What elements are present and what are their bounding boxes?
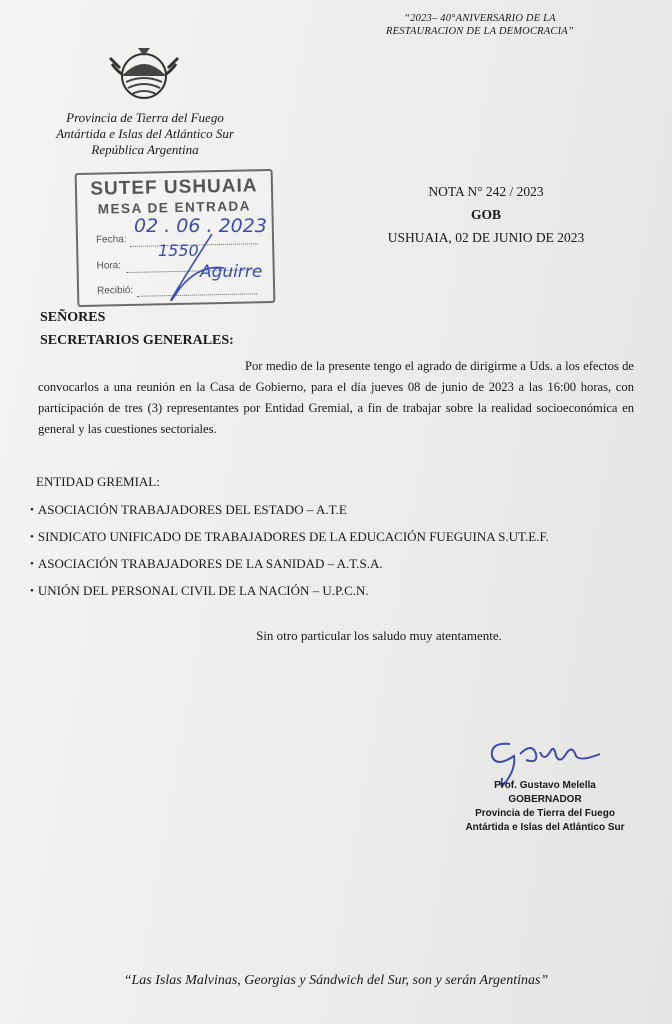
- signatory-line-4: Antártida e Islas del Atlántico Sur: [465, 822, 625, 833]
- salutation: [40, 306, 234, 352]
- stamp-title: SUTEF USHUAIA: [90, 175, 258, 200]
- signatory-line-3: Provincia de Tierra del Fuego: [475, 808, 615, 819]
- list-item: • UNIÓN DEL PERSONAL CIVIL DE LA NACIÓN – U.P.C.N.: [30, 578, 549, 605]
- note-place-date: USHUAIA, 02 DE JUNIO DE 2023: [387, 230, 585, 245]
- province-line-3: República Argentina: [91, 142, 199, 157]
- coat-of-arms-icon: [108, 46, 180, 104]
- signatory-block: [440, 779, 650, 835]
- note-gob: GOB: [470, 207, 501, 222]
- malvinas-motto: “Las Islas Malvinas, Georgias y Sándwich del Sur, son y serán Argentinas”: [123, 973, 549, 988]
- province-heading: [30, 110, 260, 158]
- stamp-subtitle: MESA DE ENTRADA: [97, 198, 252, 217]
- letter-body: Por medio de la presente tengo el agrado de dirigirme a Uds. a los efectos de convocarlos a una reunión en la Casa de Gobierno, para el día jueves 08 de junio de 2023 a las 16:00 horas, con participación de tres (3) representantes por Entidad Gremial, a fin de trabajar sobre la realidad socioeconómica en general y las cuestiones sectoriales.: [38, 359, 634, 436]
- list-item: • SINDICATO UNIFICADO DE TRABAJADORES DE LA EDUCACIÓN FUEGUINA S.UT.E.F.: [30, 524, 549, 551]
- handwritten-receiver: Aguirre: [200, 262, 263, 282]
- signatory-role: GOBERNADOR: [508, 794, 582, 805]
- province-line-1: Provincia de Tierra del Fuego: [66, 110, 224, 125]
- motto-line-2: RESTAURACION DE LA DEMOCRACIA”: [386, 26, 574, 37]
- salutation-line-2: SECRETARIOS GENERALES:: [40, 333, 234, 348]
- entidad-title: ENTIDAD GREMIAL:: [36, 474, 160, 489]
- handwritten-date: 02 . 06 . 2023: [134, 215, 267, 237]
- motto-line-1: “2023– 40°ANIVERSARIO DE LA: [404, 13, 556, 24]
- note-number: NOTA N° 242 / 2023: [428, 184, 544, 199]
- handwritten-time: 1550: [158, 241, 199, 260]
- receiver-scribble-icon: [150, 228, 230, 308]
- list-item: • ASOCIACIÓN TRABAJADORES DEL ESTADO – A.T.E: [30, 497, 549, 524]
- signatory-name: Prof. Gustavo Melella: [494, 780, 596, 791]
- anniversary-motto: [360, 12, 600, 38]
- stamp-recibio-label: Recibió:: [96, 284, 134, 297]
- closing-line: Sin otro particular los saludo muy atentamente.: [256, 628, 502, 643]
- stamp-fecha-label: Fecha:: [95, 234, 127, 246]
- note-reference: [366, 180, 606, 249]
- province-line-2: Antártida e Islas del Atlántico Sur: [56, 126, 234, 141]
- salutation-line-1: SEÑORES: [40, 310, 106, 325]
- entidades-list: [30, 497, 549, 605]
- list-item: • ASOCIACIÓN TRABAJADORES DE LA SANIDAD – A.T.S.A.: [30, 551, 549, 578]
- stamp-hora-label: Hora:: [96, 260, 122, 272]
